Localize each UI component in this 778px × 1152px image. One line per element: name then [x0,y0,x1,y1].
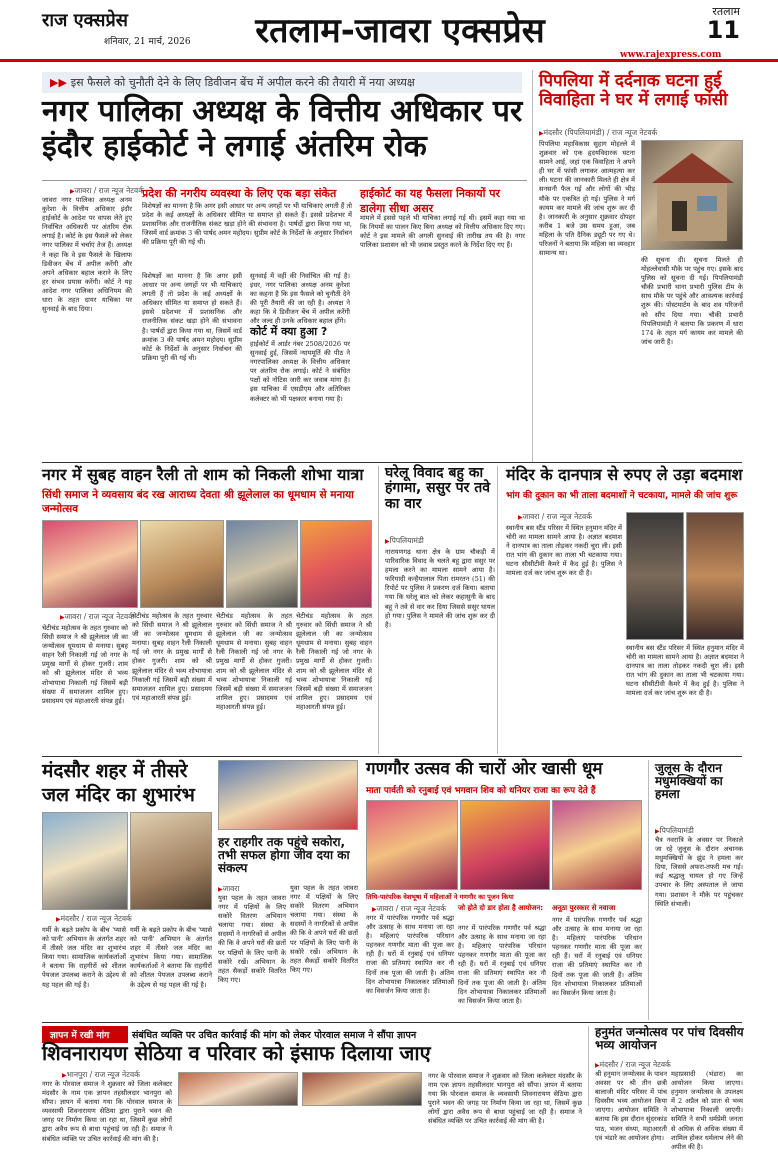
hanuman-text-2: महाप्रसादी (भंडारा) का आयोजन किया जाएगा। हनुमान जन्मोत्सव के उपलक्ष्य में 2 अप्रैल को प्रातः से भव्य शोभायात्रा निकाली जाएगी। समिति ने सभी धर्मप्रेमी जनता से अधिक से अधिक संख्या में शामिल होकर धर्मलाभ लेने की अपील की है। [671,1070,743,1151]
rally-col-2: चेटीचंड महोत्सव के तहत गुरुवार को सिंधी समाज ने श्री झूलेलाल जी का जन्मोत्सव धूमधाम से मनाया। सुबह वाहन रैली निकाली गई जो नगर के प्रमुख मार्गों से होकर गुजरी। शाम को श्री झूलेलाल मंदिर से भव्य शोभायात्रा निकाली गई जिसमें बड़ी संख्या में समाजजन शामिल हुए। प्रसादमय एवं महाआरती संपन्न हुई। [132,612,212,702]
water-headline: मंदसौर शहर में तीसरे जल मंदिर का शुभारंभ [42,760,195,806]
lead-strip: ▶▶ इस फैसले को चुनौती देने के लिए डिवीजन बेंच में अपील करने की तैयारी में नया अध्यक्ष [42,72,522,93]
dispute-headline: घरेलू विवाद बहु का हंगामा, ससुर पर तवे का वार [385,465,490,512]
rally-photo-1 [42,520,138,608]
pipliya-byline: ▶ मंदसौर (पिपलियामंडी) / राज न्यूज नेटवर्क [539,128,657,138]
pipliya-text: पिपलिया महाविकास सुहाग मोहल्ले में शुक्रवार को एक हृदयविदारक घटना सामने आई, जहां एक विवाहिता ने अपने ही घर में फांसी लगाकर आत्महत्या कर ली। घटना की जानकारी मिलते ही क्षेत्र में सनसनी फैल गई और लोगों की भीड़ मौके पर एकत्रित हो गई। पुलिस ने मर्ग कायम कर मामले की जांच शुरू कर दी है। जानकारी के अनुसार शुक्रवार दोपहर करीब 1 बजे उस समय हुआ, जब महिला के पति दैनिक ड्यूटी पर गए थे। परिजनों ने बताया कि महिला का व्यवहार सामान्य था। [539,140,635,258]
pipliya-photo [641,140,743,250]
gangaur-caption: तिथि-पारंपरिक वेशभूषा में महिलाओं ने गणगौर का पूजन किया [366,893,514,901]
dispute-story [378,466,498,754]
gangaur-col-2: नगर में पारंपरिक गणगौर पर्व श्रद्धा और उत्साह के साथ मनाया जा रहा है। महिलाएं पारंपरिक परिधान पहनकर गणगौर माता की पूजा कर रही हैं। घरों में रनुबाई एवं धनियर राजा की प्रतिमाएं स्थापित कर नौ दिनों तक पूजा की जाती है। अंतिम दिन शोभायात्रा निकालकर प्रतिमाओं का विसर्जन किया जाता है। [458,924,546,1005]
dispute-byline: ▶ पिपलियामंडी [385,536,424,546]
lead-sub-2: हाईकोर्ट का यह फैसला निकायों पर डालेगा सीधा असर [360,187,501,215]
hanuman-story [588,1025,744,1151]
lead-strip-text: इस फैसले को चुनौती देने के लिए डिवीजन बेंच में अपील करने की तैयारी में नया अध्यक्ष [70,76,415,89]
gangaur-photo-2 [460,800,550,890]
rally-col-3: चेटीचंड महोत्सव के तहत गुरुवार को सिंधी समाज ने श्री झूलेलाल जी का जन्मोत्सव धूमधाम से मनाया। सुबह वाहन रैली निकाली गई जो नगर के प्रमुख मार्गों से होकर गुजरी। शाम को श्री झूलेलाल मंदिर से भव्य शोभायात्रा निकाली गई जिसमें बड़ी संख्या में समाजजन शामिल हुए। प्रसादमय एवं महाआरती संपन्न हुई। [216,612,292,711]
masthead [0,0,778,62]
lead-col-5: मामले में इससे पहले भी याचिका लगाई गई थी। इसमें कहा गया था कि नियमों का पालन किए बिना अध्यक्ष को वित्तीय अधिकार दिए गए। कोर्ट ने इस मामले की अगली सुनवाई की तारीख तय की है। नगर पालिका प्रशासन को भी जवाब प्रस्तुत करने के निर्देश दिए गए हैं। [360,214,525,250]
procession-text: चैत्र नवरात्रि के अवसर पर निकाले जा रहे जुलूस के दौरान अचानक मधुमक्खियों के झुंड ने हमला कर दिया, जिससे अफरा-तफरी मच गई। कई श्रद्धालु घायल हो गए जिन्हें उपचार के लिए अस्पताल ले जाया गया। प्रशासन ने मौके पर पहुंचकर स्थिति संभाली। [655,836,743,908]
edition-title: रतलाम-जावरा एक्सप्रेस [255,11,545,51]
memorandum-story [42,1026,582,1143]
lead-headline: नगर पालिका अध्यक्ष के वित्तीय अधिकार पर इंदौर हाईकोर्ट ने लगाई अंतरिम रोक [42,94,523,165]
website-link[interactable]: www.rajexpress.com [620,50,722,60]
gangaur-sub-2: अनूठा पुरस्कार से नवाजा [552,904,616,912]
water-text: गर्मी के बढ़ते प्रकोप के बीच 'प्यासे को पानी' अभियान के अंतर्गत शहर में तीसरे जल मंदिर का शुभारंभ किया गया। सामाजिक कार्यकर्ताओं ने बताया कि राहगीरों को शीतल पेयजल उपलब्ध कराने के उद्देश्य से यह पहल की गई है। [42,926,126,989]
rally-photo-3 [226,520,298,608]
paper-name: राज एक्सप्रेस [42,10,128,31]
sakora-headline: हर राहगीर तक पहुंचे सकोरा, तभी सफल होगा जीव दया का संकल्प [218,835,350,876]
memorandum-text: नगर के पोरवाल समाज ने शुक्रवार को जिला कलेक्टर मंदसौर के नाम एक ज्ञापन तहसीलदार भानपुरा को सौंपा। ज्ञापन में बताया गया कि पोरवाल समाज के व्यवसायी शिवनारायण सेठिया द्वारा पुराने भवन की जगह पर निर्माण किया जा रहा था, जिसमें कुछ लोगों द्वारा अवैध रूप से बाधा पहुंचाई जा रही है। समाज ने संबंधित व्यक्ति पर उचित कार्रवाई की मांग की है। [42,1080,172,1143]
gangaur-col-1: नगर में पारंपरिक गणगौर पर्व श्रद्धा और उत्साह के साथ मनाया जा रहा है। महिलाएं पारंपरिक परिधान पहनकर गणगौर माता की पूजा कर रही हैं। घरों में रनुबाई एवं धनियर राजा की प्रतिमाएं स्थापित कर नौ दिनों तक पूजा की जाती है। अंतिम दिन शोभायात्रा निकालकर प्रतिमाओं का विसर्जन किया जाता है। [366,914,454,995]
lead-sub-3: कोर्ट में क्या हुआ ? [250,325,328,338]
gangaur-subhead: माता पार्वती को रनुबाई एवं भगवान शिव को धनियर राजा का रूप देते हैं [366,786,596,796]
rally-photo-4 [300,520,372,608]
memorandum-photo-2 [302,1072,422,1106]
lead-col-3: सुनवाई में वहीं की निर्वाचित की गई है। इधर, नगर पालिका अध्यक्ष अनम कुरेशा का कहना है कि इस फैसले को चुनौती देने की पूरी तैयारी की जा रही है। अध्यक्ष ने कहा कि वे डिवीजन बेंच में अपील करेंगी और जल्द ही उनके अधिकार बहाल होंगे। [250,272,350,326]
temple-text: स्थानीय बस स्टैंड परिसर में स्थित हनुमान मंदिर में चोरी का मामला सामने आया है। अज्ञात बदमाश ने दानपात्र का ताला तोड़कर नकदी चुरा ली। इसी रात भांग की दुकान का ताला भी चटकाया गया। घटना सीसीटीवी कैमरे में कैद हुई है। पुलिस ने मामला दर्ज कर जांच शुरू कर दी है। [506,524,622,578]
memorandum-photo-1 [178,1072,298,1106]
sakora-text-2: युवा पहल के तहत जावरा नगर में पक्षियों के लिए सकोरे वितरण अभियान चलाया गया। संस्था के सदस्यों ने नागरिकों से अपील की कि वे अपने घरों की छतों पर पक्षियों के लिए पानी के सकोरे रखें। अभियान के तहत सैकड़ों सकोरे वितरित किए गए। [290,884,358,974]
rally-subhead: सिंधी समाज ने व्यवसाय बंद रख आराध्य देवता श्री झूलेलाल का धूमधाम से मनाया जन्मोत्सव [42,489,354,515]
page-number: 11 [706,16,740,44]
sakora-byline: ▶ जावरा [218,884,239,894]
gangaur-photo-1 [366,800,458,890]
gangaur-col-3: नगर में पारंपरिक गणगौर पर्व श्रद्धा और उत्साह के साथ मनाया जा रहा है। महिलाएं पारंपरिक परिधान पहनकर गणगौर माता की पूजा कर रही हैं। घरों में रनुबाई एवं धनियर राजा की प्रतिमाएं स्थापित कर नौ दिनों तक पूजा की जाती है। अंतिम दिन शोभायात्रा निकालकर प्रतिमाओं का विसर्जन किया जाता है। [552,916,642,997]
rally-headline: नगर में सुबह वाहन रैली तो शाम को निकली शोभा यात्रा [42,465,364,484]
procession-story [648,760,744,1020]
hanuman-byline: ▶ मंदसौर / राज न्यूज नेटवर्क [595,1060,671,1070]
temple-text-2: स्थानीय बस स्टैंड परिसर में स्थित हनुमान मंदिर में चोरी का मामला सामने आया है। अज्ञात बदमाश ने दानपात्र का ताला तोड़कर नकदी चुरा ली। इसी रात भांग की दुकान का ताला भी चटकाया गया। घटना सीसीटीवी कैमरे में कैद हुई है। पुलिस ने मामला दर्ज कर जांच शुरू कर दी है। [626,644,744,698]
lead-col-2: विशेषज्ञों का मानना है कि अगर इसी आधार पर अन्य जगहों पर भी याचिकाएं लगती हैं तो प्रदेश के कई अध्यक्षों के अधिकार सीमित या समाप्त हो सकते हैं। इससे प्रदेशभर में प्रशासनिक और राजनीतिक संकट खड़ा होने की संभावना है। पार्षदों द्वारा किया गया था, जिसमें वार्ड क्रमांक 3 की पार्षद अमन महोदय। सुप्रीम कोर्ट के निर्देशों के अनुसार निर्वाचन की प्रक्रिया पूरी की गई थी। [142,202,352,247]
rally-byline: ▶ जावरा / राज न्यूज नेटवर्क [60,612,134,622]
water-text-2: गर्मी के बढ़ते प्रकोप के बीच 'प्यासे को पानी' अभियान के अंतर्गत शहर में तीसरे जल मंदिर का शुभारंभ किया गया। सामाजिक कार्यकर्ताओं ने बताया कि राहगीरों को शीतल पेयजल उपलब्ध कराने के उद्देश्य से यह पहल की गई है। [130,926,212,989]
gangaur-headline: गणगौर उत्सव की चारों ओर खासी धूम [366,759,603,779]
lead-col-2b: विशेषज्ञों का मानना है कि अगर इसी आधार पर अन्य जगहों पर भी याचिकाएं लगती हैं तो प्रदेश के कई अध्यक्षों के अधिकार सीमित या समाप्त हो सकते हैं। इससे प्रदेशभर में प्रशासनिक और राजनीतिक संकट खड़ा होने की संभावना है। पार्षदों द्वारा किया गया था, जिसमें वार्ड क्रमांक 3 की पार्षद अमन महोदय। सुप्रीम कोर्ट के निर्देशों के अनुसार निर्वाचन की प्रक्रिया पूरी की गई थी। [142,272,242,362]
lead-col-4: हाईकोर्ट में आर्डर नंबर 2508/2026 पर सुनवाई हुई, जिसमें न्यायमूर्ति की पीठ ने नगरपालिका अध्यक्ष के वित्तीय अधिकार पर अंतरिम रोक लगाई। कोर्ट ने संबंधित पक्षों को नोटिस जारी कर जवाब मांगा है। इस याचिका में एसडीएम और अतिरिक्त कलेक्टर को भी पक्षकार बनाया गया है। [250,340,350,403]
temple-byline: ▶ जावरा / राज न्यूज नेटवर्क [518,512,592,522]
pipliya-story [532,70,742,462]
lead-sub-1: प्रदेश की नगरीय व्यवस्था के लिए एक बड़ा संकेत [142,187,337,200]
temple-subhead: भांग की दुकान का भी ताला बदमाशों ने चटकाया, मामले की जांच शुरू [506,491,738,501]
rally-col-1: चेटीचंड महोत्सव के तहत गुरुवार को सिंधी समाज ने श्री झूलेलाल जी का जन्मोत्सव धूमधाम से मनाया। सुबह वाहन रैली निकाली गई जो नगर के प्रमुख मार्गों से होकर गुजरी। शाम को श्री झूलेलाल मंदिर से भव्य शोभायात्रा निकाली गई जिसमें बड़ी संख्या में समाजजन शामिल हुए। प्रसादमय एवं महाआरती संपन्न हुई। [42,624,128,705]
city-label: रतलाम [712,5,740,18]
temple-photo-2 [686,512,744,640]
lead-col-1: जावरा नगर पालिका अध्यक्ष अनम कुरेशा के वित्तीय अधिकार इंदौर हाईकोर्ट के आदेश पर वापस लेते हुए निर्वाचित अधिकारी पर अंतरिम रोक लगाई है। कोर्ट के इस फैसले को लेकर नगर पालिका में चर्चाएं तेज हैं। अध्यक्ष ने कहा कि वे इस फैसले के खिलाफ डिवीजन बेंच में अपील करेंगी और अपने अधिकार बहाल कराने के लिए हर संभव प्रयास करेंगी। कोर्ट ने यह आदेश नगर पालिका अधिनियम की धारा के तहत दायर याचिका पर सुनवाई के बाद दिया। [42,196,132,314]
procession-byline: ▶ पिपलियामंडी [655,826,694,836]
dispute-text: नारायणगढ़ थाना क्षेत्र के ग्राम चौकड़ी में पारिवारिक विवाद के चलते बहू द्वारा ससुर पर हमला करने का मामला सामने आया है। फरियादी कन्हैयालाल पिता रामरतन (51) की रिपोर्ट पर पुलिस ने प्रकरण दर्ज किया। बताया गया कि घरेलू बात को लेकर कहासुनी के बाद बहू ने तवे से वार कर दिया जिससे ससुर घायल हो गया। पुलिस ने मामले की जांच शुरू कर दी है। [385,548,495,629]
rally-photo-2 [140,520,224,608]
pipliya-headline: पिपलिया में दर्दनाक घटना हुई विवाहिता ने घर में लगाई फांसी [539,71,728,110]
memorandum-byline: ▶ भानपुरा / राज न्यूज नेटवर्क [62,1070,140,1080]
water-photo-2 [130,812,212,910]
water-photo-1 [42,812,128,910]
rally-col-4: चेटीचंड महोत्सव के तहत गुरुवार को सिंधी समाज ने श्री झूलेलाल जी का जन्मोत्सव धूमधाम से मनाया। सुबह वाहन रैली निकाली गई जो नगर के प्रमुख मार्गों से होकर गुजरी। शाम को श्री झूलेलाल मंदिर से भव्य शोभायात्रा निकाली गई जिसमें बड़ी संख्या में समाजजन शामिल हुए। प्रसादमय एवं महाआरती संपन्न हुई। [296,612,372,711]
issue-date: शनिवार, 21 मार्च, 2026 [104,37,191,47]
memorandum-headline: शिवनारायण सेठिया व परिवार को इंसाफ दिलाया जाए [42,1041,431,1065]
sakora-text: युवा पहल के तहत जावरा नगर में पक्षियों के लिए सकोरे वितरण अभियान चलाया गया। संस्था के सदस्यों ने नागरिकों से अपील की कि वे अपने घरों की छतों पर पक्षियों के लिए पानी के सकोरे रखें। अभियान के तहत सैकड़ों सकोरे वितरित किए गए। [218,894,286,984]
temple-photo-1 [626,512,684,640]
lead-byline: ▶ जावरा / राज न्यूज नेटवर्क [70,186,144,196]
gangaur-sub-1: जो होते दो डार होता है आयोजन: [458,904,544,912]
house-photo-icon [642,141,744,251]
hanuman-headline: हनुमंत जन्मोत्सव पर पांच दिवसीय भव्य आयोजन [595,1025,744,1053]
pipliya-text-2: की सूचना दी। सूचना मिलते ही मोहल्लेवासी मौके पर पहुंच गए। इसके बाद पुलिस को सूचना दी गई। पिपलियामंडी चौकी प्रभारी थाना प्रभारी पुलिस टीम के साथ मौके पर पहुंचे और आवश्यक कार्रवाई शुरू की। पोस्टमार्टम के बाद शव परिजनों को सौंप दिया गया। चौकी प्रभारी पिपलियामंडी ने बताया कि प्रकरण में धारा 174 के तहत मर्ग कायम कर मामले की जांच जारी है। [641,256,743,346]
water-byline: ▶ मंदसौर / राज न्यूज नेटवर्क [56,914,132,924]
memorandum-strip-label: ज्ञापन में रखी मांग [42,1026,128,1043]
temple-headline: मंदिर के दानपात्र से रुपए ले उड़ा बदमाश [506,465,743,484]
hanuman-text: श्री हनुमान जन्मोत्सव के पावन अवसर पर श्री तीन छत्री बालाजी मंदिर परिसर में पांच दिवसीय भव्य आयोजन किया जाएगा। आयोजन समिति ने बताया कि इस दौरान सुंदरकांड पाठ, भजन संध्या, महाआरती एवं भंडारे का आयोजन होगा। [595,1070,667,1142]
memorandum-text-2: नगर के पोरवाल समाज ने शुक्रवार को जिला कलेक्टर मंदसौर के नाम एक ज्ञापन तहसीलदार भानपुरा को सौंपा। ज्ञापन में बताया गया कि पोरवाल समाज के व्यवसायी शिवनारायण सेठिया द्वारा पुराने भवन की जगह पर निर्माण किया जा रहा था, जिसमें कुछ लोगों द्वारा अवैध रूप से बाधा पहुंचाई जा रही है। समाज ने संबंधित व्यक्ति पर उचित कार्रवाई की मांग की है। [428,1072,582,1126]
memorandum-strip: संबंधित व्यक्ति पर उचित कार्रवाई की मांग को लेकर पोरवाल समाज ने सौंपा ज्ञापन [132,1030,417,1041]
gangaur-photo-3 [552,800,642,890]
procession-headline: जुलूस के दौरान मधुमक्खियों का हमला [655,761,723,802]
sakora-photo [218,760,358,830]
gangaur-byline: ▶ जावरा / राज न्यूज नेटवर्क [372,904,446,914]
